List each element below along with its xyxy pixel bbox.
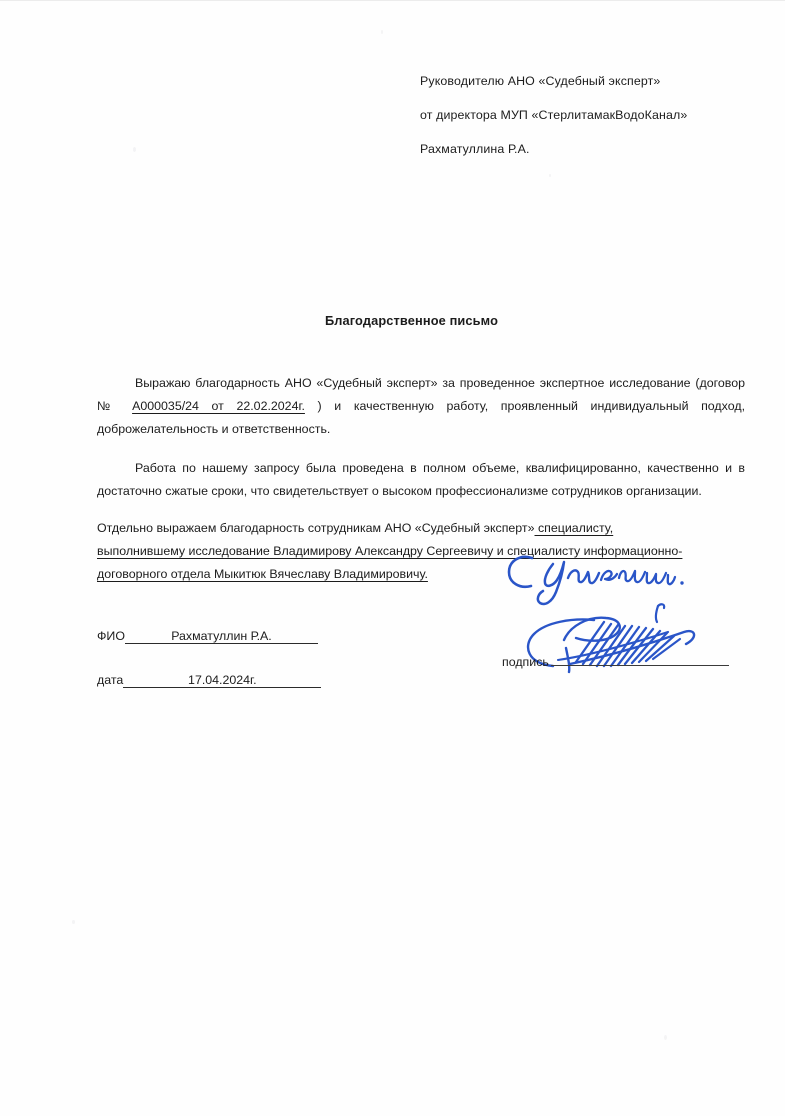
scan-speck: [664, 1035, 667, 1040]
signature-rule: [551, 665, 729, 666]
document-title: Благодарственное письмо: [324, 313, 499, 328]
specialists-line-2: [97, 540, 745, 563]
addressee-block: [420, 64, 740, 166]
paragraph-1-after-contract: ) и качественную работу, проявленный индивидуальный подход, доброжелательность и ответственность.: [97, 399, 746, 437]
specialists-line-1: [97, 517, 745, 540]
addressee-line-3: Рахматуллина Р.А.: [420, 142, 530, 156]
specialists-line-2-text: выполнившему исследование Владимирову Александру Сергеевичу и специалисту информационно-: [97, 544, 683, 559]
contract-number-value: A000035/24 от 22.02.2024г.: [132, 399, 305, 414]
signature-label: подпись: [502, 655, 549, 669]
specialists-line-3-text: договорного отдела Мыкитюк Вячеславу Владимировичу.: [97, 567, 428, 582]
date-label: дата: [97, 673, 124, 687]
date-field: [97, 673, 321, 688]
fio-label: ФИО: [97, 629, 125, 643]
specialists-line-1-underlined: специалисту,: [534, 521, 614, 536]
paragraph-work-quality: Работа по нашему запросу была проведена в полном объеме, квалифицированно, качественно и в достаточно сжатые сроки, что свидетельствует о высоком профессионализме сотрудников организации.: [97, 460, 745, 498]
addressee-line-2: от директора МУП «СтерлитамакВодоКанал»: [420, 108, 688, 122]
scan-speck: [133, 147, 136, 152]
scan-speck: [549, 174, 551, 177]
paragraph-1-before-contract: Выражаю благодарность АНО «Судебный эксперт» за проведенное экспертное исследование (договор №: [97, 376, 745, 414]
paragraph-gratitude: [97, 372, 745, 442]
fio-field: [97, 629, 318, 644]
document-body: [97, 372, 745, 587]
addressee-line-1: Руководителю АНО «Судебный эксперт»: [420, 74, 661, 88]
date-value: 17.04.2024г.: [123, 673, 321, 688]
scan-speck: [72, 920, 75, 924]
signature-field: [502, 655, 729, 669]
scan-speck: [381, 30, 383, 34]
specialists-line-3: [97, 563, 745, 586]
fio-value: Рахматуллин Р.А.: [125, 629, 318, 644]
specialists-line-1-plain: Отдельно выражаем благодарность сотрудникам АНО «Судебный эксперт»: [97, 521, 535, 536]
paragraph-specialists: [97, 517, 745, 587]
